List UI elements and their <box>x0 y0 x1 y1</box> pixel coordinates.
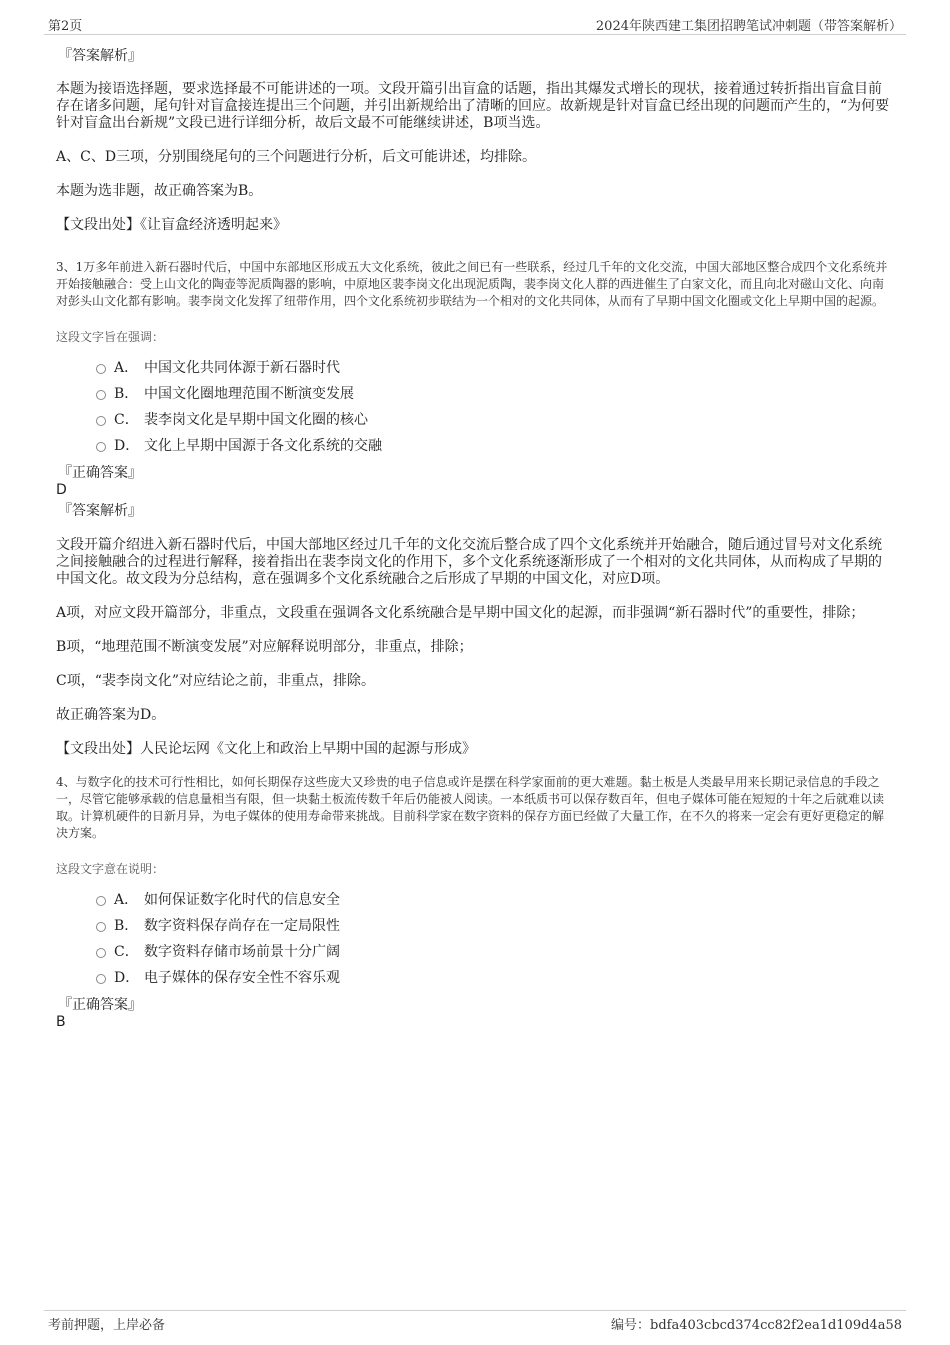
q2-source: 【文段出处】《让盲盒经济透明起来》 <box>56 217 287 233</box>
q4-prompt: 这段文字意在说明： <box>56 862 165 876</box>
page-content <box>56 48 894 1031</box>
q3-stem: 3、1万多年前进入新石器时代后，中国中东部地区形成五大文化系统，彼此之间已有一些联系，经过几千年的文化交流，中国大部地区整合成四个文化系统并开始接触融合：受上山文化的陶壶等泥质陶器的影响，中原地区裴李岗文化出现泥质陶，裴李岗文化人群的西进催生了白家文化，而且向北对磁山文化、向南对彭头山文化都有影响。裴李岗文化发挥了纽带作用，四个文化系统初步联结为一个相对的文化共同体，从而有了早期中国文化圈或文化上早期中国的起源。 <box>56 260 888 308</box>
q3-analysis-p4: C项，“裴李岗文化”对应结论之前，非重点，排除。 <box>56 673 376 689</box>
q4-option-b[interactable]: B． 数字资料保存尚存在一定局限性 <box>56 917 894 943</box>
q2-analysis-label: 『答案解析』 <box>58 48 142 64</box>
q3-source: 【文段出处】人民论坛网《文化上和政治上早期中国的起源与形成》 <box>56 741 476 757</box>
radio-icon[interactable] <box>96 416 106 426</box>
q2-analysis-p2: A、C、D三项，分别围绕尾句的三个问题进行分析，后文可能讲述，均排除。 <box>56 149 537 165</box>
radio-icon[interactable] <box>96 974 106 984</box>
radio-icon[interactable] <box>96 390 106 400</box>
q4-option-d[interactable]: D． 电子媒体的保存安全性不容乐观 <box>56 969 894 995</box>
q3-analysis-p1: 文段开篇介绍进入新石器时代后，中国大部地区经过几千年的文化交流后整合成了四个文化系统并开始融合，随后通过冒号对文化系统之间接触融合的过程进行解释，接着指出在裴李岗文化的作用下，多个文化系统逐渐形成了一个相对的文化共同体，从而构成了早期的中国文化。故文段为分总结构，意在强调多个文化系统融合之后形成了早期的中国文化，对应D项。 <box>56 537 882 587</box>
q3-options <box>56 359 894 463</box>
q4-answer: B <box>56 1014 66 1030</box>
q2-analysis-p1: 本题为接语选择题，要求选择最不可能讲述的一项。文段开篇引出盲盒的话题，指出其爆发式增长的现状，接着通过转折指出盲盒目前存在诸多问题，尾句针对盲盒接连提出三个问题，并引出新规给出了清晰的回应。故新规是针对盲盒已经出现的问题而产生的，“为何要针对盲盒出台新规”文段已进行详细分析，故后文最不可能继续讲述，B项当选。 <box>56 81 890 131</box>
q4-options <box>56 891 894 995</box>
q4-stem: 4、与数字化的技术可行性相比，如何长期保存这些庞大又珍贵的电子信息或许是摆在科学家面前的更大难题。黏土板是人类最早用来长期记录信息的手段之一，尽管它能够承载的信息量相当有限，但一块黏土板流传数千年后仍能被人阅读。一本纸质书可以保存数百年，但电子媒体可能在短短的十年之后就难以读取。计算机硬件的日新月异，为电子媒体的使用寿命带来挑战。目前科学家在数字资料的保存方面已经做了大量工作，在不久的将来一定会有更好更稳定的解决方案。 <box>56 775 885 840</box>
q3-analysis-p2: A项，对应文段开篇部分，非重点，文段重在强调各文化系统融合是早期中国文化的起源，而非强调“新石器时代”的重要性，排除； <box>56 605 865 621</box>
q3-analysis-p5: 故正确答案为D。 <box>56 707 166 723</box>
q3-option-b[interactable]: B． 中国文化圈地理范围不断演变发展 <box>56 385 894 411</box>
q4-answer-label: 『正确答案』 <box>58 997 142 1013</box>
radio-icon[interactable] <box>96 922 106 932</box>
document-code: 编号：bdfa403cbcd374cc82f2ea1d109d4a58 <box>611 1318 902 1333</box>
q3-option-c[interactable]: C． 裴李岗文化是早期中国文化圈的核心 <box>56 411 894 437</box>
q3-analysis-label: 『答案解析』 <box>58 503 142 519</box>
q3-answer: D <box>56 482 67 498</box>
q4-option-c[interactable]: C． 数字资料存储市场前景十分广阔 <box>56 943 894 969</box>
page-footer <box>44 1310 906 1335</box>
q3-option-a[interactable]: A． 中国文化共同体源于新石器时代 <box>56 359 894 385</box>
radio-icon[interactable] <box>96 896 106 906</box>
footer-slogan: 考前押题，上岸必备 <box>48 1318 166 1333</box>
q3-analysis-p3: B项，“地理范围不断演变发展”对应解释说明部分，非重点，排除； <box>56 639 473 655</box>
document-title: 2024年陕西建工集团招聘笔试冲刺题（带答案解析） <box>595 19 902 34</box>
page-number: 第2页 <box>48 19 83 34</box>
q3-prompt: 这段文字旨在强调： <box>56 330 165 344</box>
page-header <box>44 14 906 35</box>
radio-icon[interactable] <box>96 948 106 958</box>
q3-answer-label: 『正确答案』 <box>58 465 142 481</box>
radio-icon[interactable] <box>96 442 106 452</box>
q2-analysis-p3: 本题为选非题，故正确答案为B。 <box>56 183 263 199</box>
q3-option-d[interactable]: D． 文化上早期中国源于各文化系统的交融 <box>56 437 894 463</box>
q4-option-a[interactable]: A． 如何保证数字化时代的信息安全 <box>56 891 894 917</box>
radio-icon[interactable] <box>96 364 106 374</box>
